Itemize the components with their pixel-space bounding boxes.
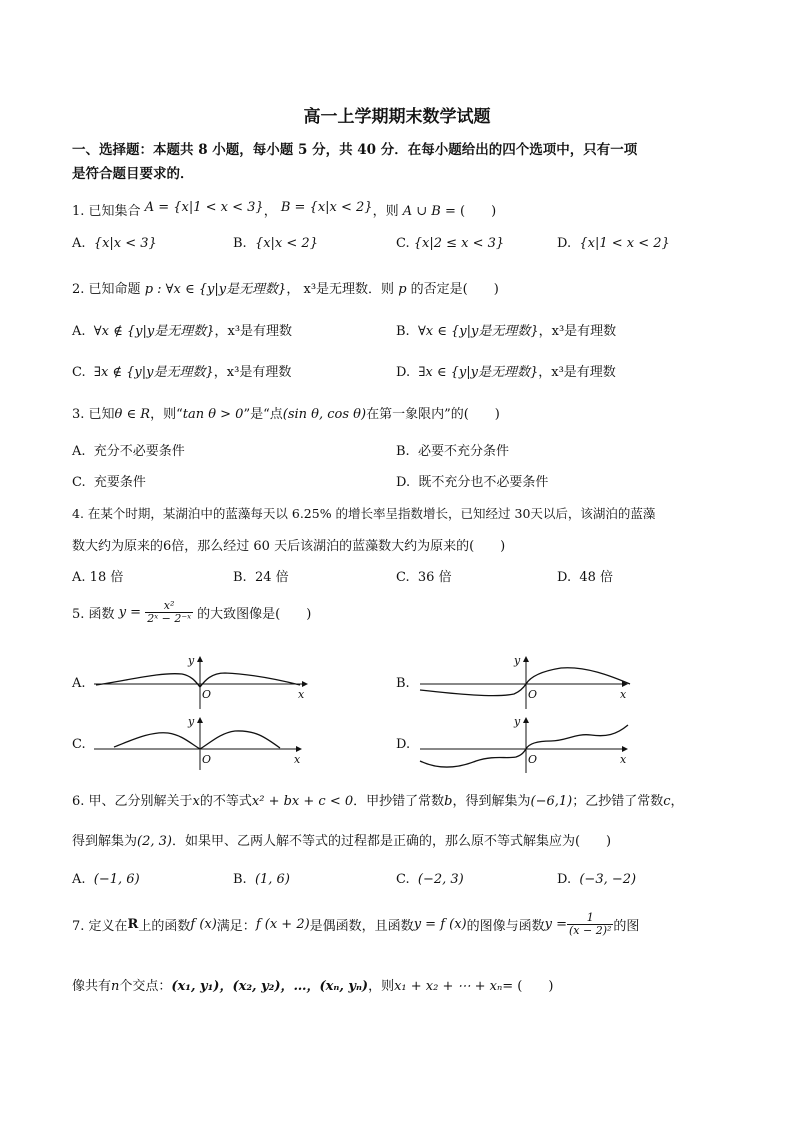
question-2-stem: 2. 已知命题 p : ∀x ∈ {y|y是无理数}， x³是无理数．则 p 的否定是( ): [72, 282, 499, 297]
q3-option-c[interactable]: C. 充要条件: [72, 475, 146, 490]
q5-fraction: $\frac{\text{x²}}{\text{2ˣ − 2⁻ˣ}}$: [147, 599, 192, 626]
q4-option-c[interactable]: C. 36 倍: [396, 570, 452, 585]
curve: [420, 725, 628, 767]
q4-option-d[interactable]: D. 48 倍: [557, 570, 614, 585]
q5-graph-b-label[interactable]: B.: [396, 676, 410, 691]
q5-graph-c-label[interactable]: C.: [72, 737, 86, 752]
curve: [114, 731, 280, 749]
question-7-line2: 像共有n个交点：(x₁, y₁)，(x₂, y₂)，…，(xₙ, yₙ)，则x₁ + x₂ + ⋯ + xₙ= ( ): [72, 979, 554, 994]
question-3-stem: 3. 已知θ ∈ R，则“tan θ > 0”是“点(sin θ, cos θ)在第一象限内”的( ): [72, 407, 500, 422]
q1-option-a[interactable]: A. {x|x < 3}: [72, 236, 157, 251]
q7-sum: x₁ + x₂ + ⋯ + xₙ: [394, 979, 503, 994]
origin-label: O: [202, 753, 212, 766]
question-5-stem: 5. 函数 y = $\frac{\text{x²}}{\text{2ˣ − 2⁻ˣ}}$ 的大致图像是( ): [72, 599, 312, 626]
x-label: x: [620, 688, 627, 701]
q5-graph-d[interactable]: [416, 715, 636, 775]
q5-graph-a[interactable]: [90, 654, 310, 714]
q7-fraction: $\frac{1}{\text{(x − 2)²}}$: [569, 911, 612, 938]
q1-stem-b: ，则: [372, 204, 399, 219]
q4-option-a[interactable]: A. 18 倍: [72, 570, 124, 585]
y-label: y: [514, 715, 521, 728]
q2-p: p: [398, 282, 407, 297]
q1-option-c[interactable]: C. {x|2 ≤ x < 3}: [396, 236, 505, 251]
q1-set-a: A = {x|1 < x < 3}: [144, 200, 264, 215]
q1-set-b: B = {x|x < 2}: [280, 200, 373, 215]
section-heading-line1: 一、选择题：本题共 8 小题，每小题 5 分，共 40 分．在每小题给出的四个选项中，只有一项: [72, 142, 638, 158]
q6-set1: (−6,1): [530, 794, 573, 809]
q1-option-d[interactable]: D. {x|1 < x < 2}: [557, 236, 670, 251]
section-heading-line2: 是符合题目要求的．: [72, 166, 194, 182]
q5-graph-d-label[interactable]: D.: [396, 737, 411, 752]
origin-label: O: [202, 688, 212, 701]
x-axis-arrow-icon: [622, 746, 628, 752]
question-4-line1: 4. 在某个时期，某湖泊中的蓝藻每天以 6.25% 的增长率呈指数增长，已知经过 30天以后，该湖泊的蓝藻: [72, 506, 656, 521]
x-label: x: [298, 688, 305, 701]
q2-option-d[interactable]: D. ∃x ∈ {y|y是无理数}，x³是有理数: [396, 365, 616, 380]
question-7-line1: 7. 定义在R上的函数f (x)满足：f (x + 2)是偶函数，且函数y = f (x)的图像与函数y = $\frac{1}{\text{(x − 2)²}}$ 的图: [72, 911, 640, 938]
q1-sep: ，: [263, 204, 277, 219]
curve: [420, 668, 630, 696]
q2-proposition: p : ∀x ∈ {y|y是无理数}: [144, 282, 287, 297]
q3-tan: tan θ > 0: [182, 407, 244, 422]
y-label: y: [514, 654, 521, 667]
y-axis-arrow-icon: [197, 656, 203, 662]
q3-condition: θ ∈ R: [114, 407, 151, 422]
q6-option-c[interactable]: C. (−2, 3): [396, 872, 464, 887]
q3-option-a[interactable]: A. 充分不必要条件: [72, 444, 185, 459]
x-label: x: [294, 753, 301, 766]
page-title: 高一上学期期末数学试题: [303, 107, 491, 127]
q3-point: (sin θ, cos θ): [282, 407, 367, 422]
question-4-line2: 数大约为原来的6倍，那么经过 60 天后该湖泊的蓝藻数大约为原来的( ): [72, 539, 506, 554]
q5-graph-c[interactable]: [90, 715, 310, 775]
q6-option-b[interactable]: B. (1, 6): [233, 872, 290, 887]
y-axis-arrow-icon: [523, 717, 529, 723]
x-axis-arrow-icon: [296, 746, 302, 752]
q2-option-c[interactable]: C. ∃x ∉ {y|y是无理数}，x³是有理数: [72, 365, 292, 380]
origin-label: O: [528, 753, 538, 766]
q6-set2: (2, 3): [137, 834, 172, 849]
y-axis-arrow-icon: [523, 656, 529, 662]
y-axis-arrow-icon: [197, 717, 203, 723]
q7-points: (x₁, y₁)，(x₂, y₂)，…，(xₙ, yₙ): [171, 979, 369, 994]
q4-option-b[interactable]: B. 24 倍: [233, 570, 289, 585]
q1-option-b[interactable]: B. {x|x < 2}: [233, 236, 318, 251]
q3-option-b[interactable]: B. 必要不充分条件: [396, 444, 509, 459]
curve: [96, 673, 300, 687]
q1-expr: A ∪ B: [402, 204, 441, 219]
y-label: y: [188, 654, 195, 667]
origin-label: O: [528, 688, 538, 701]
q6-inequality: x² + bx + c < 0: [251, 794, 354, 809]
q2-option-b[interactable]: B. ∀x ∈ {y|y是无理数}，x³是有理数: [396, 324, 617, 339]
x-axis-arrow-icon: [302, 681, 308, 687]
q5-graph-a-label[interactable]: A.: [72, 676, 86, 691]
y-label: y: [188, 715, 195, 728]
x-label: x: [620, 753, 627, 766]
q6-option-a[interactable]: A. (−1, 6): [72, 872, 140, 887]
q6-option-d[interactable]: D. (−3, −2): [557, 872, 637, 887]
q1-stem-a: 1. 已知集合: [72, 204, 141, 219]
question-6-line1: 6. 甲、乙分别解关于x的不等式x² + bx + c < 0．甲抄错了常数b，得到解集为(−6,1)；乙抄错了常数c，: [72, 794, 684, 809]
q5-graph-b[interactable]: [416, 654, 636, 714]
q3-option-d[interactable]: D. 既不充分也不必要条件: [396, 475, 549, 490]
question-6-line2: 得到解集为(2, 3)．如果甲、乙两人解不等式的过程都是正确的，那么原不等式解集应为( ): [72, 834, 612, 849]
q2-option-a[interactable]: A. ∀x ∉ {y|y是无理数}，x³是有理数: [72, 324, 293, 339]
question-1-stem: [72, 200, 496, 219]
q1-stem-c: = ( ): [444, 204, 497, 219]
